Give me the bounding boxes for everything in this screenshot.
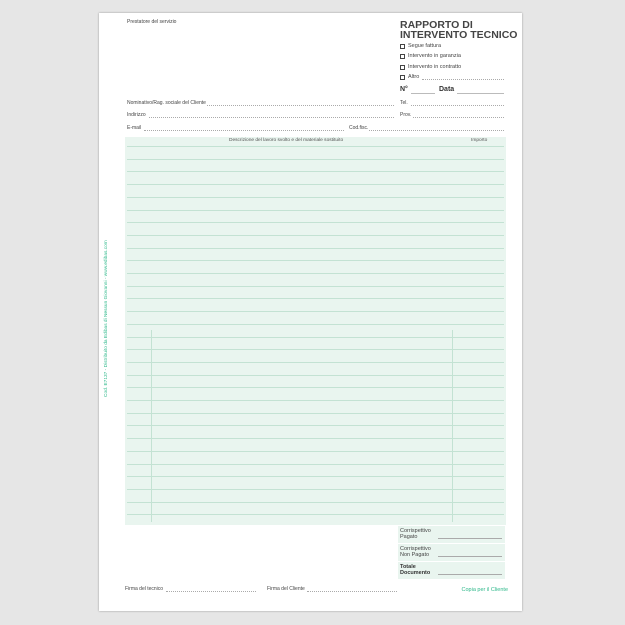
- table-row-line[interactable]: [127, 286, 504, 287]
- option-contratto[interactable]: [400, 64, 461, 70]
- checkbox-icon[interactable]: [400, 54, 405, 59]
- table-row-line[interactable]: [127, 489, 504, 490]
- table-row-line[interactable]: [127, 298, 504, 299]
- client-signature-field[interactable]: [307, 591, 397, 592]
- tax-code-label: Cod.fisc.: [349, 125, 369, 131]
- client-signature-label: Firma del Cliente: [267, 586, 305, 592]
- table-row-line[interactable]: [127, 273, 504, 274]
- table-row-line[interactable]: [127, 311, 504, 312]
- table-row-line[interactable]: [127, 425, 504, 426]
- table-row-line[interactable]: [127, 451, 504, 452]
- date-field[interactable]: [457, 93, 504, 94]
- table-row-line[interactable]: [127, 159, 504, 160]
- checkbox-icon[interactable]: [400, 75, 405, 80]
- number-field[interactable]: [411, 93, 435, 94]
- table-row-line[interactable]: [127, 260, 504, 261]
- option-altro[interactable]: [400, 74, 419, 80]
- description-header: Descrizione del lavoro svolto e del materiale sostituito: [229, 138, 344, 143]
- option-garanzia[interactable]: [400, 53, 461, 59]
- table-row-line[interactable]: [127, 362, 504, 363]
- table-row-line[interactable]: [127, 324, 504, 325]
- work-description-table: [125, 137, 506, 525]
- email-field[interactable]: [144, 130, 344, 131]
- phone-label: Tel.: [400, 100, 408, 106]
- form-title: [400, 20, 517, 40]
- unpaid-total-field[interactable]: [438, 556, 502, 557]
- paid-label-2: Pagato: [400, 534, 418, 540]
- table-row-line[interactable]: [127, 464, 504, 465]
- table-row-line[interactable]: [127, 387, 504, 388]
- email-label: E-mail: [127, 125, 142, 131]
- option-label: Intervento in contratto: [408, 64, 462, 70]
- paid-total-field[interactable]: [438, 538, 502, 539]
- table-row-line[interactable]: [127, 438, 504, 439]
- table-row-line[interactable]: [127, 514, 504, 515]
- table-row-line[interactable]: [127, 502, 504, 503]
- option-label: Altro: [408, 74, 420, 80]
- option-label: Intervento in garanzia: [408, 53, 461, 59]
- option-label: Segue fattura: [408, 43, 442, 49]
- total-label-2: Documento: [400, 570, 431, 576]
- table-row-line[interactable]: [127, 476, 504, 477]
- table-row-line[interactable]: [127, 400, 504, 401]
- amount-header: Importo: [471, 138, 488, 143]
- table-row-line[interactable]: [127, 184, 504, 185]
- table-row-line[interactable]: [127, 349, 504, 350]
- unpaid-total-box[interactable]: [398, 544, 505, 561]
- total-label-1: Totale: [400, 564, 416, 570]
- technician-signature-label: Firma del tecnico: [125, 586, 164, 592]
- table-row-line[interactable]: [127, 222, 504, 223]
- title-line-1: RAPPORTO DI: [400, 19, 473, 31]
- address-label: Indirizzo: [127, 112, 146, 118]
- address-field[interactable]: [149, 117, 394, 118]
- client-name-label: Nominativo/Rag. sociale del Cliente: [127, 100, 206, 106]
- tax-code-field[interactable]: [369, 130, 504, 131]
- table-row-line[interactable]: [127, 197, 504, 198]
- distributor-side-text: Cod. E7137 - Distribuito da Edibas di Nessun Giovanni - www.edibas.com: [104, 240, 109, 397]
- table-row-line[interactable]: [127, 171, 504, 172]
- unpaid-label-2: Non Pagato: [400, 552, 430, 558]
- title-line-2: INTERVENTO TECNICO: [400, 29, 518, 41]
- table-row-line[interactable]: [127, 146, 504, 147]
- table-row-line[interactable]: [127, 235, 504, 236]
- number-label: N°: [400, 86, 408, 93]
- table-row-line[interactable]: [127, 375, 504, 376]
- paid-label-1: Corrispettivo: [400, 528, 431, 534]
- altro-field[interactable]: [422, 79, 504, 80]
- document-total-box[interactable]: [398, 562, 505, 579]
- paid-total-box[interactable]: [398, 526, 505, 543]
- copy-label: Copia per il Cliente: [461, 587, 508, 593]
- form-sheet: [99, 13, 522, 611]
- table-row-line[interactable]: [127, 337, 504, 338]
- provider-label: Prestatore del servizio: [127, 19, 177, 25]
- client-name-field[interactable]: [207, 105, 394, 106]
- province-field[interactable]: [413, 117, 504, 118]
- option-segue-fattura[interactable]: [400, 43, 441, 49]
- table-row-line[interactable]: [127, 248, 504, 249]
- technician-signature-field[interactable]: [166, 591, 256, 592]
- checkbox-icon[interactable]: [400, 65, 405, 70]
- checkbox-icon[interactable]: [400, 44, 405, 49]
- table-row-line[interactable]: [127, 413, 504, 414]
- table-row-line[interactable]: [127, 210, 504, 211]
- date-label: Data: [439, 86, 455, 93]
- province-label: Prov.: [400, 112, 412, 118]
- document-total-field[interactable]: [438, 574, 502, 575]
- unpaid-label-1: Corrispettivo: [400, 546, 431, 552]
- phone-field[interactable]: [411, 105, 504, 106]
